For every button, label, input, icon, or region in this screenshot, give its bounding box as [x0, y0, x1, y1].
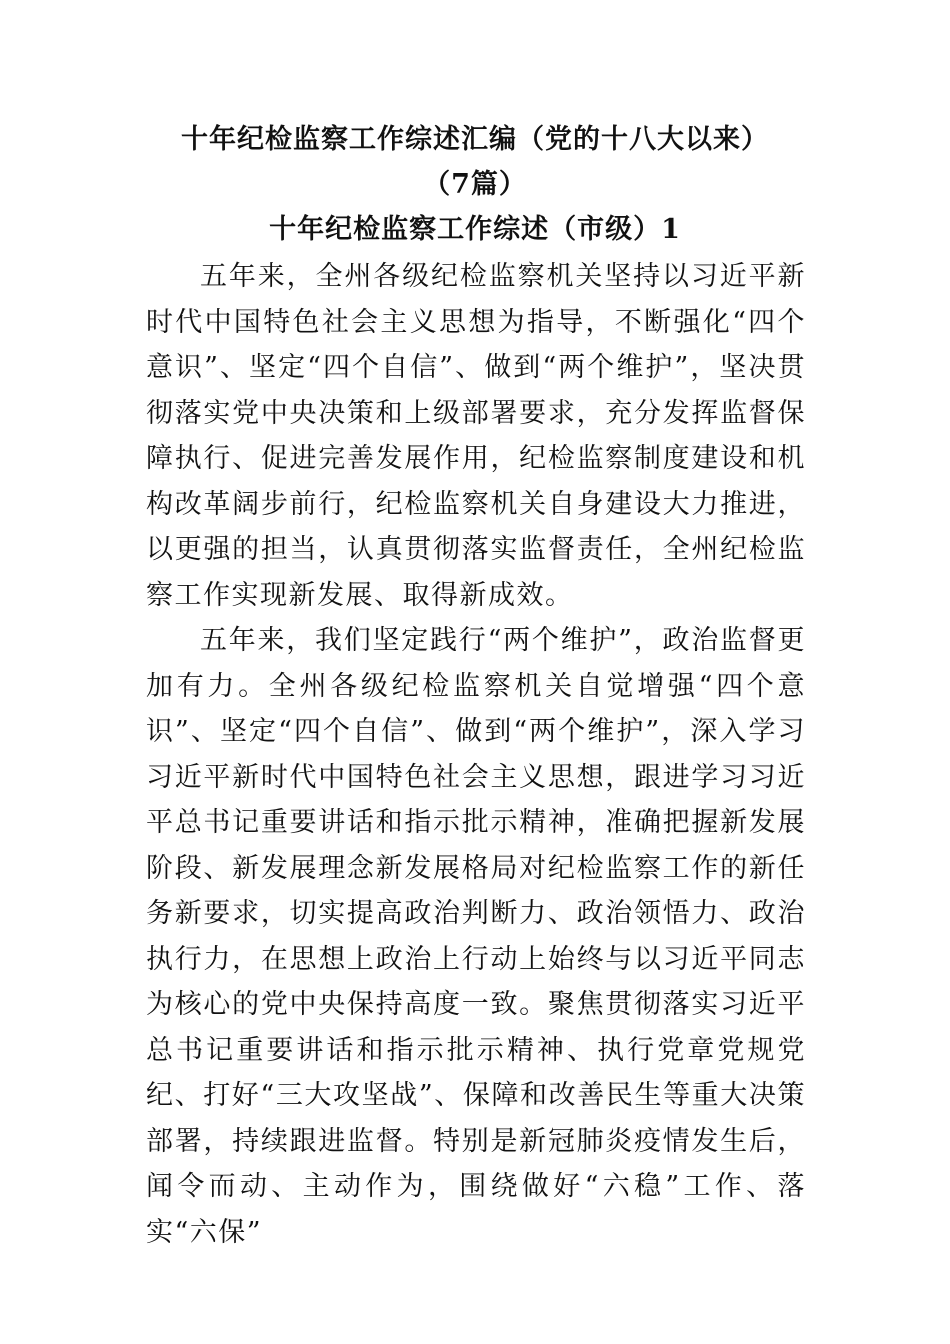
body-text [146, 254, 806, 1255]
document-title: 十年纪检监察工作综述汇编（党的十八大以来） [181, 124, 769, 155]
document-title-count: （7篇） [423, 169, 527, 200]
paragraph-2: 五年来，我们坚定践行“两个维护”，政治监督更加有力。全州各级纪检监察机关自觉增强“四个意识”、坚定“四个自信”、做到“两个维护”，深入学习习近平新时代中国特色社会主义思想，跟进学习习近平总书记重要讲话和指示批示精神，准确把握新发展阶段、新发展理念新发展格局对纪检监察工作的新任务新要求，切实提高政治判断力、政治领悟力、政治执行力，在思想上政治上行动上始终与以习近平同志为核心的党中央保持高度一致。聚焦贯彻落实习近平总书记重要讲话和指示批示精神、执行党章党规党纪、打好“三大攻坚战”、保障和改善民生等重大决策部署，持续跟进监督。特别是新冠肺炎疫情发生后，闻令而动、主动作为，围绕做好“六稳”工作、落实“六保” [146, 625, 806, 1248]
paragraph-1: 五年来，全州各级纪检监察机关坚持以习近平新时代中国特色社会主义思想为指导，不断强化“四个意识”、坚定“四个自信”、做到“两个维护”，坚决贯彻落实党中央决策和上级部署要求，充分发挥监督保障执行、促进完善发展作用，纪检监察制度建设和机构改革阔步前行，纪检监察机关自身建设大力推进，以更强的担当，认真贯彻落实监督责任，全州纪检监察工作实现新发展、取得新成效。 [146, 261, 806, 611]
section-heading: 十年纪检监察工作综述（市级）1 [269, 214, 681, 245]
